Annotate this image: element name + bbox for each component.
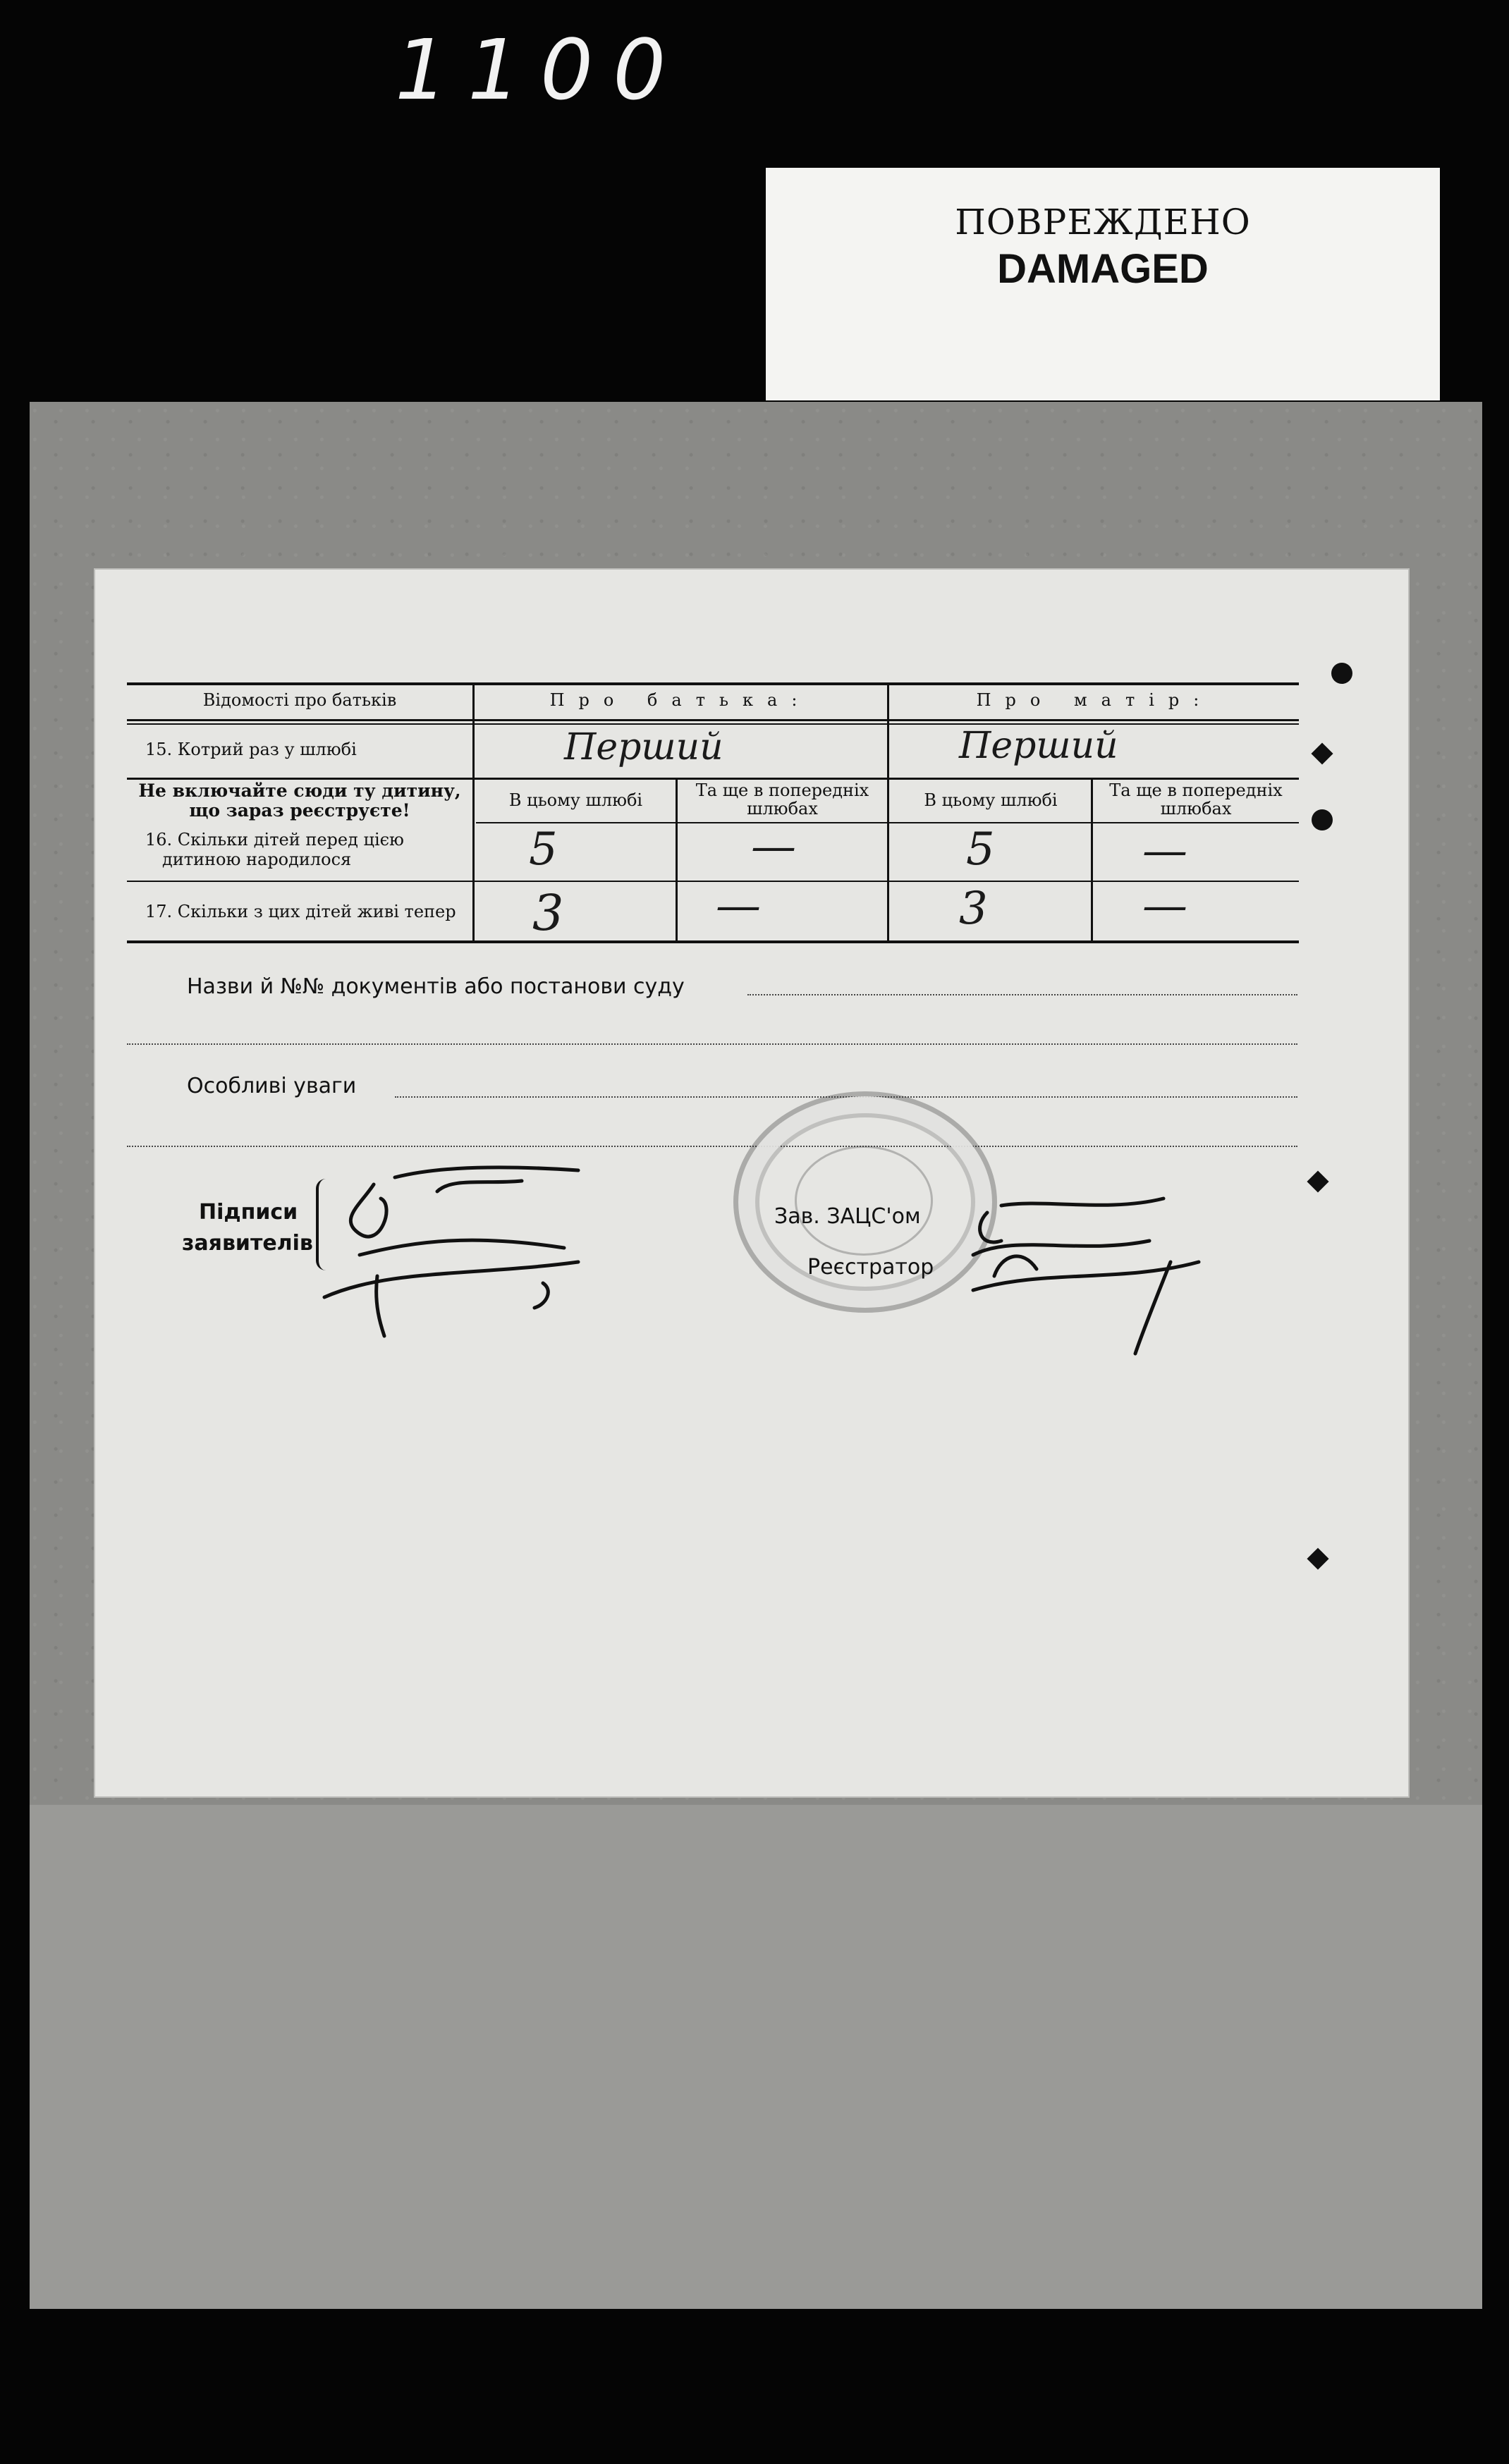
damaged-label-en: DAMAGED — [997, 246, 1209, 292]
header-parents-info: Відомості про батьків — [202, 690, 397, 710]
header-father: Про батька: — [549, 690, 812, 710]
official-signatures — [959, 1170, 1227, 1361]
table-rule — [127, 719, 1299, 721]
table-rule — [887, 682, 889, 943]
applicant-signatures — [310, 1163, 621, 1340]
remarks-label: Особливі уваги — [187, 1074, 357, 1098]
father-previous-header-2: шлюбах — [747, 799, 818, 819]
father-this-marriage-header: В цьому шлюбі — [508, 790, 643, 810]
row17-father-this: 3 — [532, 884, 564, 942]
warning-line2: що зараз реєструєте! — [189, 800, 410, 821]
damaged-label — [766, 168, 1440, 400]
row15-label: 15. Котрий раз у шлюбі — [145, 740, 357, 759]
table-rule — [127, 723, 1299, 725]
row15-mother-value: Перший — [959, 725, 1118, 767]
binding-hole-icon — [1331, 663, 1352, 684]
damaged-label-ru: ПОВРЕЖДЕНО — [955, 202, 1251, 243]
row15-father-value: Перший — [564, 726, 723, 768]
documents-line — [747, 994, 1297, 995]
row16-label-1: 16. Скільки дітей перед цією — [145, 830, 404, 850]
head-label: Зав. ЗАЦС'ом — [774, 1204, 921, 1229]
father-previous-header-1: Та ще в попередніх — [695, 780, 869, 800]
row16-father-this: 5 — [529, 823, 558, 876]
binding-hole-icon — [1312, 809, 1333, 830]
stamp-emblem — [795, 1146, 933, 1256]
table-rule — [127, 682, 1299, 685]
row17-mother-this: 3 — [959, 883, 988, 935]
documents-line-2 — [127, 1043, 1297, 1045]
table-rule — [127, 881, 1299, 882]
signatures-label-2: заявителів — [182, 1231, 313, 1256]
row16-label-2: дитиною народилося — [162, 850, 352, 869]
registrar-label: Реєстратор — [807, 1255, 934, 1280]
row17-label: 17. Скільки з цих дітей живі тепер — [145, 902, 456, 921]
mother-previous-header-2: шлюбах — [1160, 799, 1232, 819]
row16-mother-prev: — — [1142, 825, 1187, 877]
signatures-label-1: Підписи — [199, 1200, 298, 1225]
row17-father-prev: — — [716, 880, 761, 932]
row16-father-prev: — — [751, 821, 796, 873]
mother-previous-header-1: Та ще в попередніх — [1109, 780, 1283, 800]
row16-mother-this: 5 — [966, 823, 995, 876]
mother-this-marriage-header: В цьому шлюбі — [924, 790, 1058, 810]
table-rule — [127, 778, 1299, 780]
table-rule — [472, 682, 475, 943]
header-mother: Про матір: — [976, 690, 1214, 710]
remarks-line-2 — [127, 1146, 1297, 1147]
film-frame-number: 1100 — [395, 21, 686, 118]
documents-label: Назви й №№ документів або постанови суду — [187, 974, 685, 999]
table-rule — [127, 940, 1299, 943]
row17-mother-prev: — — [1142, 880, 1187, 932]
cardboard-lower-area — [30, 1805, 1482, 2309]
warning-line1: Не включайте сюди ту дитину, — [138, 780, 461, 801]
